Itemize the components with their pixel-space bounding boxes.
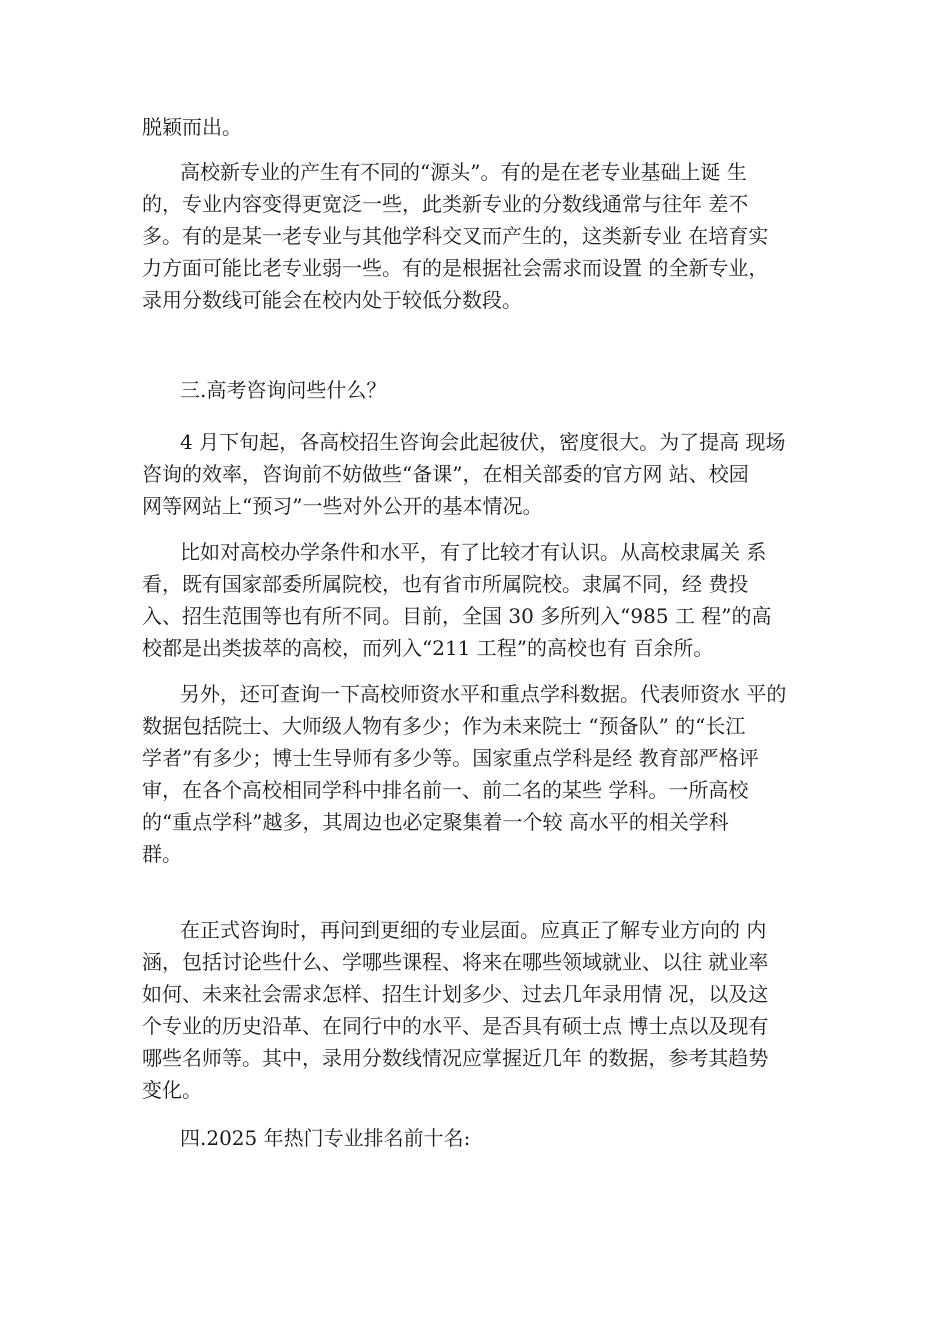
- paragraph-line: 脱颖而出。: [142, 115, 242, 139]
- paragraph-line: 在正式咨询时，再问到更细的专业层面。应真正了解专业方向的 内: [180, 918, 767, 942]
- paragraph-line: 看，既有国家部委所属院校，也有省市所属院校。隶属不同，经 费投: [142, 572, 749, 596]
- paragraph-line: 网等网站上“预习”一些对外公开的基本情况。: [142, 494, 543, 518]
- paragraph-line: 另外，还可查询一下高校师资水平和重点学科数据。代表师资水 平的: [180, 682, 787, 706]
- section-heading: 三.高考咨询问些什么？: [180, 378, 387, 402]
- paragraph-line: 群。: [142, 842, 182, 866]
- paragraph-line: 数据包括院士、大师级人物有多少；作为未来院士 “预备队” 的“长江: [142, 714, 746, 738]
- paragraph-line: 的，专业内容变得更宽泛一些，此类新专业的分数线通常与往年 差不: [142, 192, 749, 216]
- paragraph-line: 哪些名师等。其中，录用分数线情况应掌握近几年 的数据，参考其趋势: [142, 1046, 769, 1070]
- paragraph-line: 4 月下旬起，各高校招生咨询会此起彼伏，密度很大。为了提高 现场: [180, 430, 786, 454]
- paragraph-line: 校都是出类拔萃的高校，而列入“211 工程”的高校也有 百余所。: [142, 636, 714, 660]
- paragraph-line: 高校新专业的产生有不同的“源头”。有的是在老专业基础上诞 生: [180, 160, 747, 184]
- paragraph-line: 录用分数线可能会在校内处于较低分数段。: [142, 288, 522, 312]
- paragraph-line: 涵，包括讨论些什么、学哪些课程、将来在哪些领域就业、以往 就业率: [142, 950, 769, 974]
- paragraph-line: 审，在各个高校相同学科中排名前一、前二名的某些 学科。一所高校: [142, 778, 749, 802]
- paragraph-line: 入、招生范围等也有所不同。目前，全国 30 多所列入“985 工 程”的高: [142, 604, 772, 628]
- section-heading: 四.2025 年热门专业排名前十名:: [180, 1126, 471, 1150]
- paragraph-line: 的“重点学科”越多，其周边也必定聚集着一个较 高水平的相关学科: [142, 810, 729, 834]
- paragraph-line: 多。有的是某一老专业与其他学科交叉而产生的，这类新专业 在培育实: [142, 224, 769, 248]
- paragraph-line: 咨询的效率，咨询前不妨做些“备课”，在相关部委的官方网 站、校园: [142, 462, 749, 486]
- paragraph-line: 比如对高校办学条件和水平，有了比较才有认识。从高校隶属关 系: [180, 540, 767, 564]
- paragraph-line: 学者”有多少；博士生导师有多少等。国家重点学科是经 教育部严格评: [142, 746, 759, 770]
- paragraph-line: 力方面可能比老专业弱一些。有的是根据社会需求而设置 的全新专业，: [142, 256, 769, 280]
- paragraph-line: 个专业的历史沿革、在同行中的水平、是否具有硕士点 博士点以及现有: [142, 1014, 769, 1038]
- paragraph-line: 如何、未来社会需求怎样、招生计划多少、过去几年录用情 况，以及这: [142, 982, 769, 1006]
- paragraph-line: 变化。: [142, 1078, 202, 1102]
